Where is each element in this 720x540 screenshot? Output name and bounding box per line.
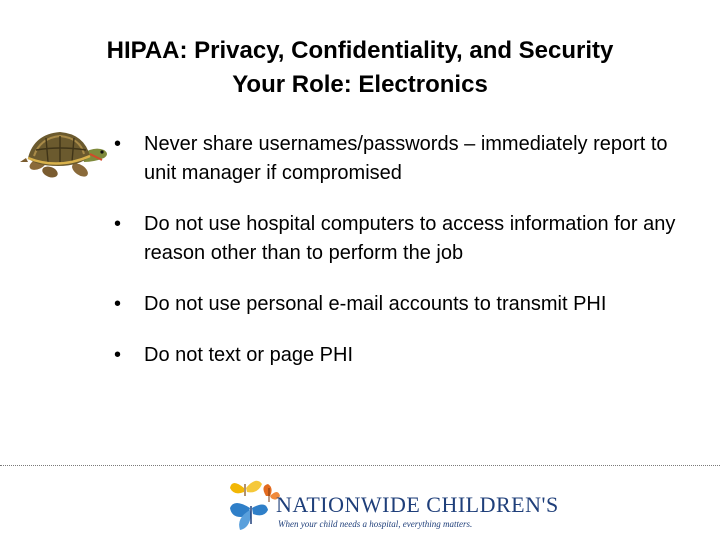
slide-title — [0, 34, 720, 102]
bullet-text: Do not text or page PHI — [144, 344, 354, 366]
list-item — [114, 341, 704, 370]
bullet-marker: • — [114, 133, 122, 155]
list-item — [114, 290, 704, 319]
logo-tagline: When your child needs a hospital, everything matters. — [278, 519, 473, 529]
bullet-text: Never share usernames/passwords – immediately report to unit manager if compromised — [144, 133, 668, 184]
nationwide-childrens-logo — [226, 474, 559, 536]
bullet-marker: • — [114, 344, 122, 366]
bullet-marker: • — [114, 213, 122, 235]
footer-divider — [0, 465, 720, 466]
list-item — [114, 130, 704, 188]
bullet-text: Do not use hospital computers to access information for any reason other than to perform the job — [144, 213, 676, 264]
title-line-2: Your Role: Electronics — [232, 71, 488, 98]
title-line-1: HIPAA: Privacy, Confidentiality, and Security — [106, 37, 614, 64]
list-item — [114, 210, 704, 268]
turtle-icon — [20, 124, 112, 188]
logo-wordmark: NATIONWIDE CHILDREN'S — [276, 492, 559, 517]
bullet-list — [114, 130, 704, 392]
bullet-text: Do not use personal e-mail accounts to transmit PHI — [144, 293, 607, 315]
butterflies-icon — [226, 474, 282, 536]
bullet-marker: • — [114, 293, 122, 315]
